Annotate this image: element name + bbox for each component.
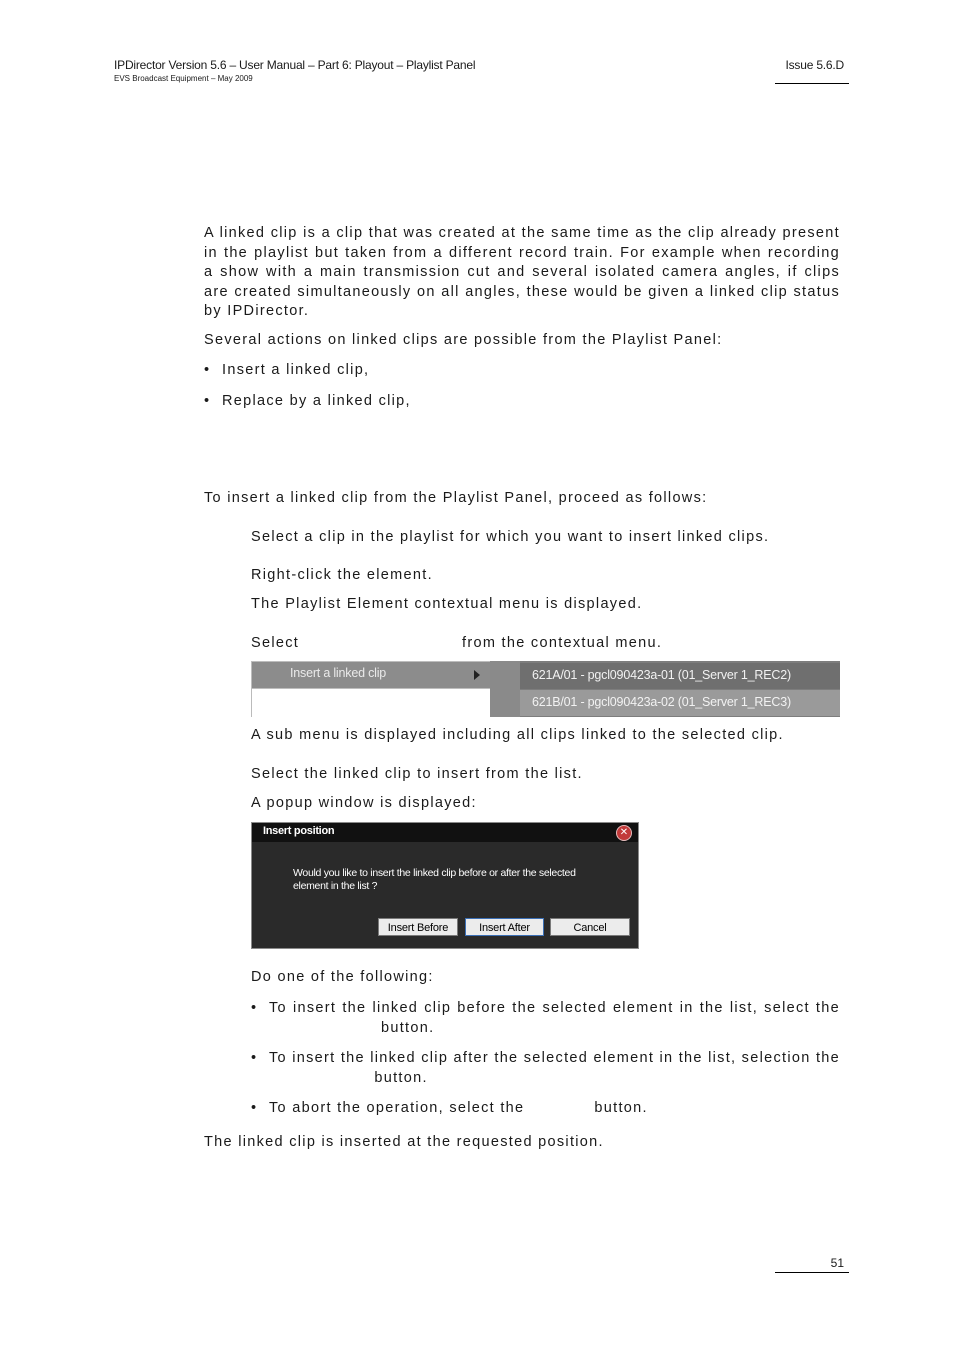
- step-5: Do one of the following:: [251, 969, 434, 985]
- procedure-intro: To insert a linked clip from the Playlist Panel, proceed as follows:: [204, 490, 708, 506]
- option-text: To insert the linked clip before the selected element in the list, select the: [269, 1000, 840, 1016]
- dialog-titlebar: [252, 823, 638, 842]
- step-1: Select a clip in the playlist for which you want to insert linked clips.: [251, 529, 770, 545]
- submenu-icon-strip: [490, 661, 520, 717]
- intro-paragraph: A linked clip is a clip that was created at the same time as the clip already present in the playlist but taken from a different record train. For example when recording a show with a main transmission cut and several isolated camera angles, if clips are created simultaneously on all angles, these would be given a linked clip status by IPDirector.: [204, 225, 840, 319]
- submenu-arrow-icon: [474, 670, 480, 680]
- menu-item-label: Insert a linked clip: [290, 666, 387, 680]
- step-4-result: A popup window is displayed:: [251, 795, 477, 811]
- action-item: [204, 361, 369, 381]
- option-item: [251, 1099, 648, 1119]
- close-icon[interactable]: ✕: [616, 825, 632, 841]
- action-item: [204, 392, 411, 412]
- menu-blank-area: [251, 688, 490, 717]
- step-4: Select the linked clip to insert from the list.: [251, 766, 583, 782]
- insert-position-dialog: [251, 822, 639, 949]
- page-number: 51: [830, 1256, 844, 1270]
- menu-item-insert-linked-clip[interactable]: [251, 661, 491, 689]
- header-issue: Issue 5.6.D: [785, 58, 844, 72]
- option-text: To insert the linked clip after the selected element in the list, selection the: [269, 1050, 840, 1066]
- bullet-dot: •: [251, 1100, 258, 1116]
- dialog-title: Insert position: [263, 825, 335, 837]
- bullet-dot: •: [251, 1000, 258, 1016]
- linked-clips-submenu: [490, 661, 840, 717]
- bullet-dot: •: [204, 362, 211, 378]
- bullet-dot: •: [251, 1050, 258, 1066]
- step-2: Right-click the element.: [251, 567, 433, 583]
- submenu-item-clip[interactable]: [520, 690, 840, 716]
- submenu-item-label: 621B/01 - pgcl090423a-02 (01_Server 1_REC3): [532, 695, 791, 709]
- footer-rule: [775, 1272, 849, 1273]
- header-rule: [775, 83, 849, 84]
- option-text-end: button.: [374, 1069, 428, 1086]
- option-text-wrap: [269, 1049, 840, 1088]
- step-3-rest: from the contextual menu.: [462, 635, 663, 651]
- action-label: Insert a linked clip,: [222, 362, 370, 378]
- option-text-end: button.: [594, 1100, 648, 1116]
- submenu-item-label: 621A/01 - pgcl090423a-01 (01_Server 1_REC2): [532, 668, 791, 682]
- action-label: Replace by a linked clip,: [222, 393, 411, 409]
- header-title: IPDirector Version 5.6 – User Manual – Part 6: Playout – Playlist Panel: [114, 58, 476, 72]
- step-3-select: Select: [251, 635, 300, 651]
- context-menu-screenshot: [251, 661, 840, 717]
- step-2-result: The Playlist Element contextual menu is displayed.: [251, 596, 643, 612]
- option-text-end: button.: [381, 1019, 435, 1036]
- option-item: [251, 1049, 840, 1088]
- conclusion: The linked clip is inserted at the requested position.: [204, 1134, 604, 1150]
- bullet-dot: •: [204, 393, 211, 409]
- submenu-item-clip[interactable]: [520, 663, 840, 689]
- option-text: To abort the operation, select the: [269, 1100, 525, 1116]
- option-item: [251, 999, 840, 1038]
- cancel-button[interactable]: Cancel: [550, 918, 630, 936]
- insert-after-button[interactable]: Insert After: [465, 918, 544, 936]
- header-subtitle: EVS Broadcast Equipment – May 2009: [114, 74, 253, 83]
- dialog-message: Would you like to insert the linked clip before or after the selected element in the list ?: [293, 867, 576, 892]
- step-3-result: A sub menu is displayed including all clips linked to the selected clip.: [251, 727, 784, 743]
- actions-intro: Several actions on linked clips are possible from the Playlist Panel:: [204, 332, 723, 348]
- insert-before-button[interactable]: Insert Before: [378, 918, 458, 936]
